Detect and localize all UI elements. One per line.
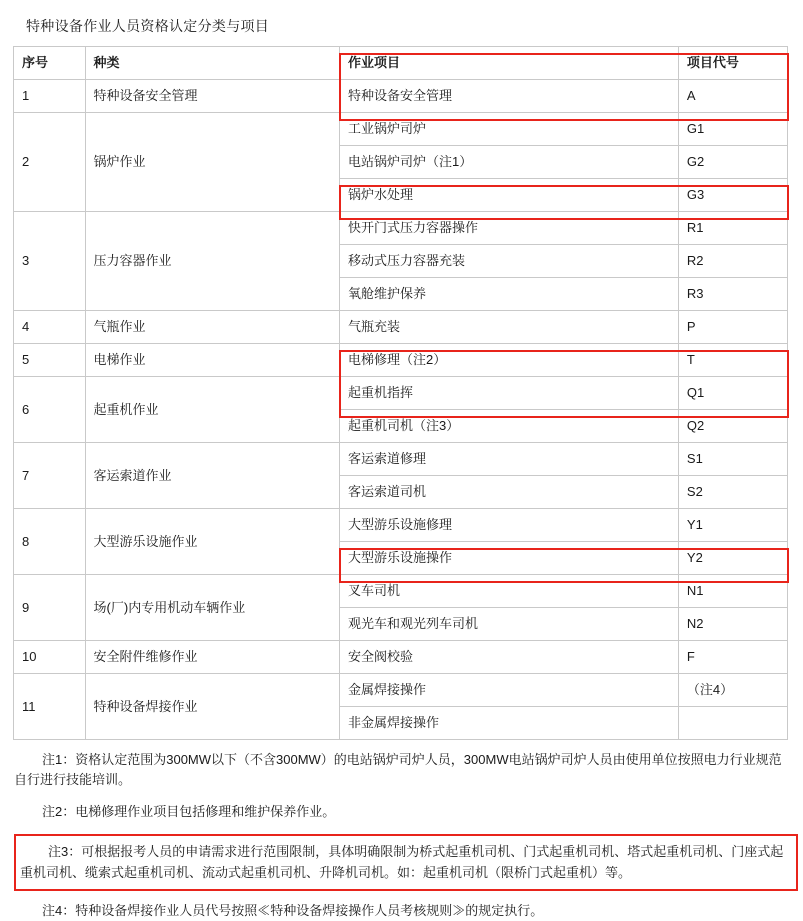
cell-no: 11 bbox=[14, 674, 86, 740]
table-body bbox=[14, 80, 788, 740]
column-header-item: 作业项目 bbox=[340, 47, 679, 80]
cell-kind: 压力容器作业 bbox=[85, 212, 339, 311]
cell-kind: 特种设备安全管理 bbox=[85, 80, 339, 113]
table-row bbox=[14, 113, 788, 146]
note-4 bbox=[14, 901, 794, 921]
cell-code: Y1 bbox=[678, 509, 787, 542]
cell-item: 安全阀校验 bbox=[340, 641, 679, 674]
cell-kind: 气瓶作业 bbox=[85, 311, 339, 344]
cell-code: （注4） bbox=[678, 674, 787, 707]
cell-kind: 客运索道作业 bbox=[85, 443, 339, 509]
cell-item: 观光车和观光列车司机 bbox=[340, 608, 679, 641]
cell-item: 移动式压力容器充装 bbox=[340, 245, 679, 278]
cell-item: 起重机司机（注3） bbox=[340, 410, 679, 443]
note-1-text: 注1：资格认定范围为300MW以下（不含300MW）的电站锅炉司炉人员，300MW电站锅炉司炉人员由使用单位按照电力行业规范自行进行技能培训。 bbox=[14, 752, 782, 788]
cell-no: 3 bbox=[14, 212, 86, 311]
cell-code: N2 bbox=[678, 608, 787, 641]
table-row bbox=[14, 443, 788, 476]
cell-item: 客运索道修理 bbox=[340, 443, 679, 476]
cell-no: 9 bbox=[14, 575, 86, 641]
cell-item: 快开门式压力容器操作 bbox=[340, 212, 679, 245]
cell-code: Q1 bbox=[678, 377, 787, 410]
cell-kind: 大型游乐设施作业 bbox=[85, 509, 339, 575]
cell-code: G2 bbox=[678, 146, 787, 179]
cell-code: S2 bbox=[678, 476, 787, 509]
cell-no: 6 bbox=[14, 377, 86, 443]
cell-item: 电梯修理（注2） bbox=[340, 344, 679, 377]
cell-code: R3 bbox=[678, 278, 787, 311]
table-row bbox=[14, 641, 788, 674]
note-3-text: 注3：可根据报考人员的申请需求进行范围限制，具体明确限制为桥式起重机司机、门式起重机司机、塔式起重机司机、门座式起重机司机、缆索式起重机司机、流动式起重机司机、升降机司机。如：起重机司机（限桥门式起重机）等。 bbox=[20, 844, 784, 880]
cell-code: T bbox=[678, 344, 787, 377]
cell-no: 2 bbox=[14, 113, 86, 212]
table-row bbox=[14, 575, 788, 608]
cell-item: 非金属焊接操作 bbox=[340, 707, 679, 740]
cell-kind: 场(厂)内专用机动车辆作业 bbox=[85, 575, 339, 641]
page-title: 特种设备作业人员资格认定分类与项目 bbox=[26, 18, 270, 34]
cell-code: R2 bbox=[678, 245, 787, 278]
note-3 bbox=[20, 842, 790, 882]
cell-item: 工业锅炉司炉 bbox=[340, 113, 679, 146]
cell-kind: 特种设备焊接作业 bbox=[85, 674, 339, 740]
table-row bbox=[14, 212, 788, 245]
cell-code: P bbox=[678, 311, 787, 344]
cell-no: 4 bbox=[14, 311, 86, 344]
cell-item: 电站锅炉司炉（注1） bbox=[340, 146, 679, 179]
cell-kind: 起重机作业 bbox=[85, 377, 339, 443]
cell-code: G1 bbox=[678, 113, 787, 146]
table-row bbox=[14, 509, 788, 542]
note-2 bbox=[14, 802, 794, 822]
table-row bbox=[14, 311, 788, 344]
cell-item: 起重机指挥 bbox=[340, 377, 679, 410]
qualification-table bbox=[13, 46, 788, 740]
cell-code: R1 bbox=[678, 212, 787, 245]
cell-no: 5 bbox=[14, 344, 86, 377]
note-1 bbox=[14, 750, 794, 790]
note-3-box bbox=[14, 834, 798, 890]
cell-code: Y2 bbox=[678, 542, 787, 575]
table-row bbox=[14, 80, 788, 113]
cell-no: 7 bbox=[14, 443, 86, 509]
cell-code: N1 bbox=[678, 575, 787, 608]
table-row bbox=[14, 377, 788, 410]
cell-code: Q2 bbox=[678, 410, 787, 443]
cell-code: F bbox=[678, 641, 787, 674]
column-header-kind: 种类 bbox=[85, 47, 339, 80]
cell-kind: 电梯作业 bbox=[85, 344, 339, 377]
column-header-no: 序号 bbox=[14, 47, 86, 80]
cell-item: 大型游乐设施操作 bbox=[340, 542, 679, 575]
cell-item: 大型游乐设施修理 bbox=[340, 509, 679, 542]
note-2-text: 注2：电梯修理作业项目包括修理和维护保养作业。 bbox=[42, 804, 336, 820]
cell-item: 氧舱维护保养 bbox=[340, 278, 679, 311]
column-header-code: 项目代号 bbox=[678, 47, 787, 80]
cell-item: 特种设备安全管理 bbox=[340, 80, 679, 113]
cell-no: 1 bbox=[14, 80, 86, 113]
cell-item: 叉车司机 bbox=[340, 575, 679, 608]
notes-section bbox=[14, 750, 794, 921]
cell-no: 8 bbox=[14, 509, 86, 575]
table-header bbox=[14, 47, 788, 80]
cell-code: A bbox=[678, 80, 787, 113]
cell-code: G3 bbox=[678, 179, 787, 212]
cell-code: S1 bbox=[678, 443, 787, 476]
cell-item: 锅炉水处理 bbox=[340, 179, 679, 212]
table-row bbox=[14, 674, 788, 707]
cell-code bbox=[678, 707, 787, 740]
table-row bbox=[14, 344, 788, 377]
cell-item: 客运索道司机 bbox=[340, 476, 679, 509]
table-header-row bbox=[14, 47, 788, 80]
cell-no: 10 bbox=[14, 641, 86, 674]
cell-kind: 锅炉作业 bbox=[85, 113, 339, 212]
note-4-text: 注4：特种设备焊接作业人员代号按照≪特种设备焊接操作人员考核规则≫的规定执行。 bbox=[42, 902, 544, 918]
cell-kind: 安全附件维修作业 bbox=[85, 641, 339, 674]
cell-item: 金属焊接操作 bbox=[340, 674, 679, 707]
cell-item: 气瓶充装 bbox=[340, 311, 679, 344]
